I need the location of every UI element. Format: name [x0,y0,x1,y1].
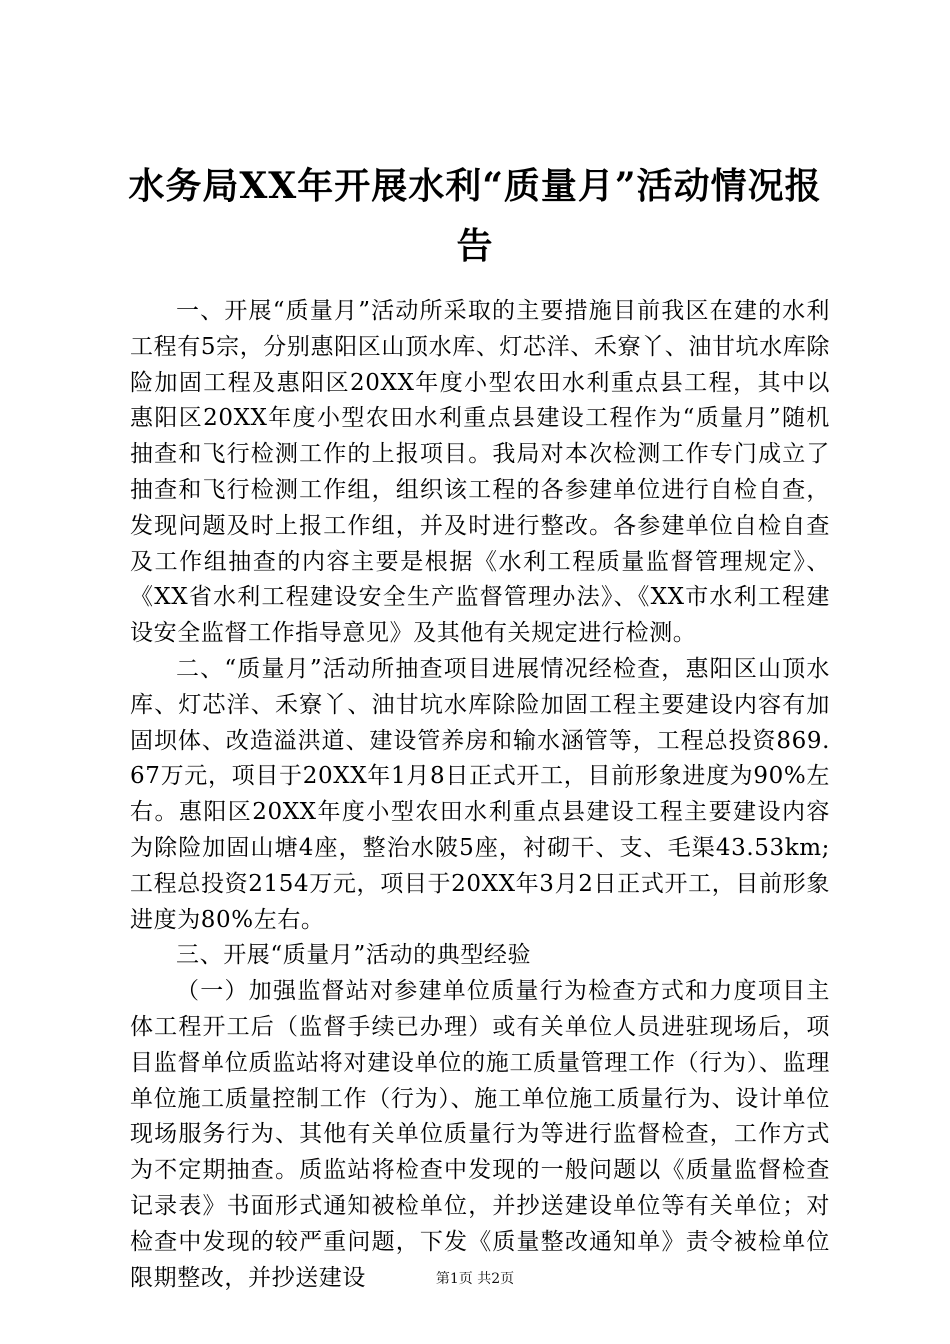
paragraph-supervision: （一）加强监督站对参建单位质量行为检查方式和力度项目主体工程开工后（监督手续已办理）或有关单位人员进驻现场后，项目监督单位质监站将对建设单位的施工质量管理工作（行为）、监理单位施工质量控制工作（行为）、施工单位施工质量行为、设计单位现场服务行为、其他有关单位质量行为等进行监督检查，工作方式为不定期抽查。质监站将检查中发现的一般问题以《质量监督检查记录表》书面形式通知被检单位，并抄送建设单位等有关单位；对检查中发现的较严重问题，下发《质量整改通知单》责令被检单位限期整改，并抄送建设 [130,978,830,1291]
paragraph-experience-heading: 三、开展“质量月”活动的典型经验 [176,942,532,969]
page-number-footer: 第1页 共2页 [435,1271,515,1287]
document-title: 水务局XX年开展水利“质量月”活动情况报告 [128,165,822,267]
paragraph-progress: 二、“质量月”活动所抽查项目进展情况经检查，惠阳区山顶水库、灯芯洋、禾寮丫、油甘坑水库除险加固工程主要建设内容有加固坝体、改造溢洪道、建设管养房和输水涵管等，工程总投资869.67万元，项目于20XX年1月8日正式开工，目前形象进度为90%左右。惠阳区20XX年度小型农田水利重点县建设工程主要建设内容为除险加固山塘4座，整治水陂5座，衬砌干、支、毛渠43.53km;工程总投资2154万元，项目于20XX年3月2日正式开工，目前形象进度为80%左右。 [130,655,830,933]
document-body [130,294,830,1296]
paragraph-measures: 一、开展“质量月”活动所采取的主要措施目前我区在建的水利工程有5宗，分别惠阳区山顶水库、灯芯洋、禾寮丫、油甘坑水库除险加固工程及惠阳区20XX年度小型农田水利重点县工程，其中以惠阳区20XX年度小型农田水利重点县建设工程作为“质量月”随机抽查和飞行检测工作的上报项目。我局对本次检测工作专门成立了抽查和飞行检测工作组，组织该工程的各参建单位进行自检自查，发现问题及时上报工作组，并及时进行整改。各参建单位自检自查及工作组抽查的内容主要是根据《水利工程质量监督管理规定》、《XX省水利工程建设安全生产监督管理办法》、《XX市水利工程建设安全监督工作指导意见》及其他有关规定进行检测。 [130,298,830,647]
